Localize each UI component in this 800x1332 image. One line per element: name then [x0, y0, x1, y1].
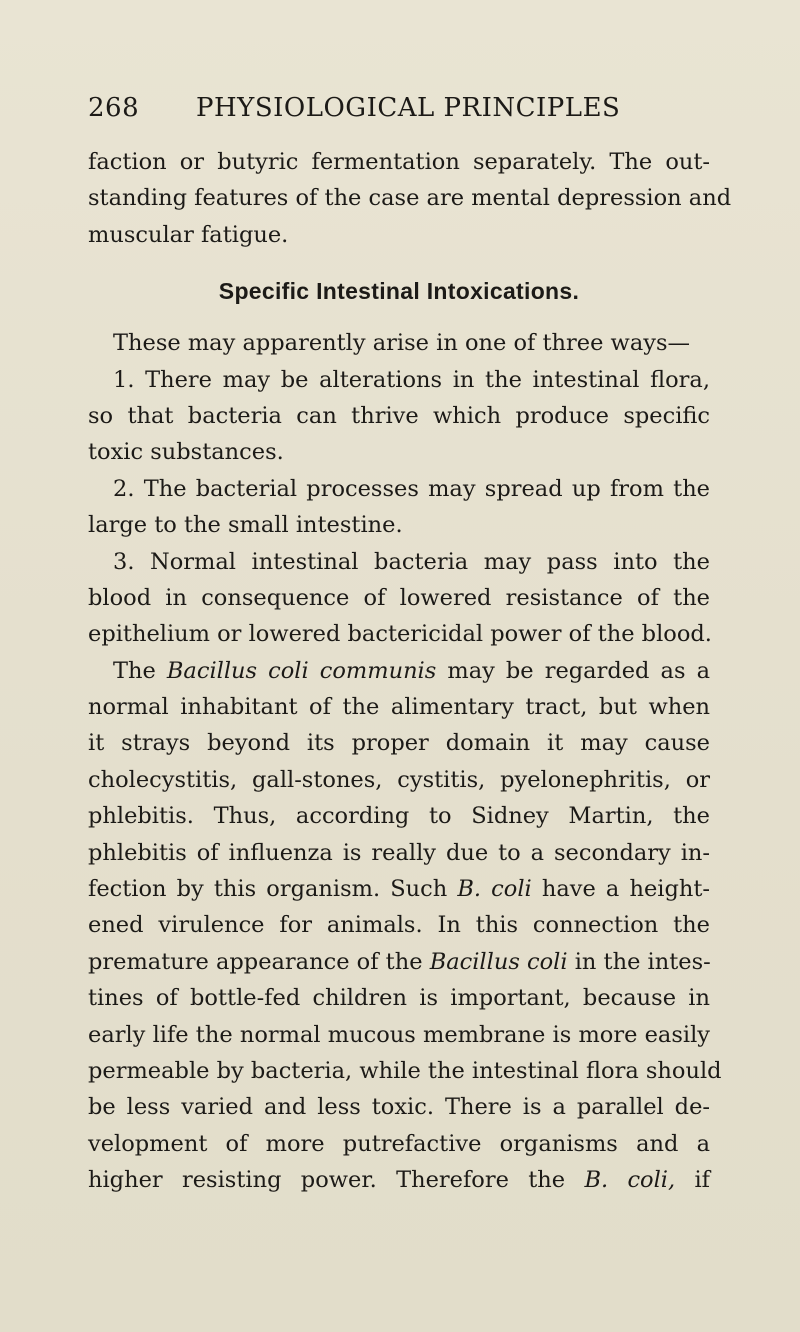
text-run: in the intes-: [567, 948, 711, 975]
italic-term: B. coli: [457, 876, 532, 903]
text-line: normal inhabitant of the alimentary tract, but when: [88, 694, 710, 721]
text-line: toxic substances.: [88, 439, 284, 466]
text-run: higher resisting power. Therefore the: [88, 1167, 585, 1194]
text-run: have a height-: [531, 876, 710, 903]
text-line: 1. There may be alterations in the intestinal flora,: [113, 366, 710, 393]
text-line: be less varied and less toxic. There is a parallel de-: [88, 1094, 710, 1121]
text-line: early life the normal mucous membrane is more easily: [88, 1021, 710, 1048]
text-run: premature appearance of the: [88, 948, 430, 975]
text-line: permeable by bacteria, while the intestinal flora should: [88, 1057, 722, 1084]
text-run: The: [113, 657, 167, 684]
text-line: These may apparently arise in one of three ways—: [113, 330, 690, 357]
text-line: [88, 1162, 710, 1198]
running-title: PHYSIOLOGICAL PRINCIPLES: [196, 93, 621, 123]
text-line: faction or butyric fermentation separately. The out-: [88, 149, 710, 175]
text-run: may be regarded as a: [436, 657, 710, 684]
running-head: [88, 88, 728, 128]
text-line: 2. The bacterial processes may spread up from the: [113, 475, 710, 502]
text-line: so that bacteria can thrive which produce specific: [88, 402, 710, 429]
text-line: epithelium or lowered bactericidal power of the blood.: [88, 621, 712, 648]
text-line: [88, 653, 710, 689]
text-line: ened virulence for animals. In this connection the: [88, 912, 710, 939]
text-line: [88, 871, 710, 907]
text-line: standing features of the case are mental depression and: [88, 185, 732, 212]
text-line: cholecystitis, gall-stones, cystitis, pyelonephritis, or: [88, 766, 710, 793]
italic-term: Bacillus coli: [429, 948, 568, 975]
italic-term: B. coli,: [584, 1167, 676, 1194]
italic-term: Bacillus coli communis: [166, 657, 437, 684]
text-line: [88, 944, 710, 980]
text-line: velopment of more putrefactive organisms and a: [88, 1130, 710, 1157]
page-number: 268: [88, 93, 140, 123]
text-run: fection by this organism. Such: [88, 876, 458, 903]
text-line: large to the small intestine.: [88, 512, 403, 539]
text-line: phlebitis. Thus, according to Sidney Martin, the: [88, 803, 710, 830]
body-text: [88, 144, 732, 1199]
text-line: phlebitis of influenza is really due to a secondary in-: [88, 839, 710, 866]
text-run: if: [675, 1167, 711, 1194]
text-line: 3. Normal intestinal bacteria may pass into the: [113, 548, 710, 575]
text-line: it strays beyond its proper domain it may cause: [88, 730, 710, 757]
text-line: muscular fatigue.: [88, 221, 289, 248]
text-line: tines of bottle-fed children is important, because in: [88, 985, 710, 1012]
section-heading: Specific Intestinal Intoxications.: [218, 278, 580, 305]
text-line: blood in consequence of lowered resistance of the: [88, 584, 710, 611]
